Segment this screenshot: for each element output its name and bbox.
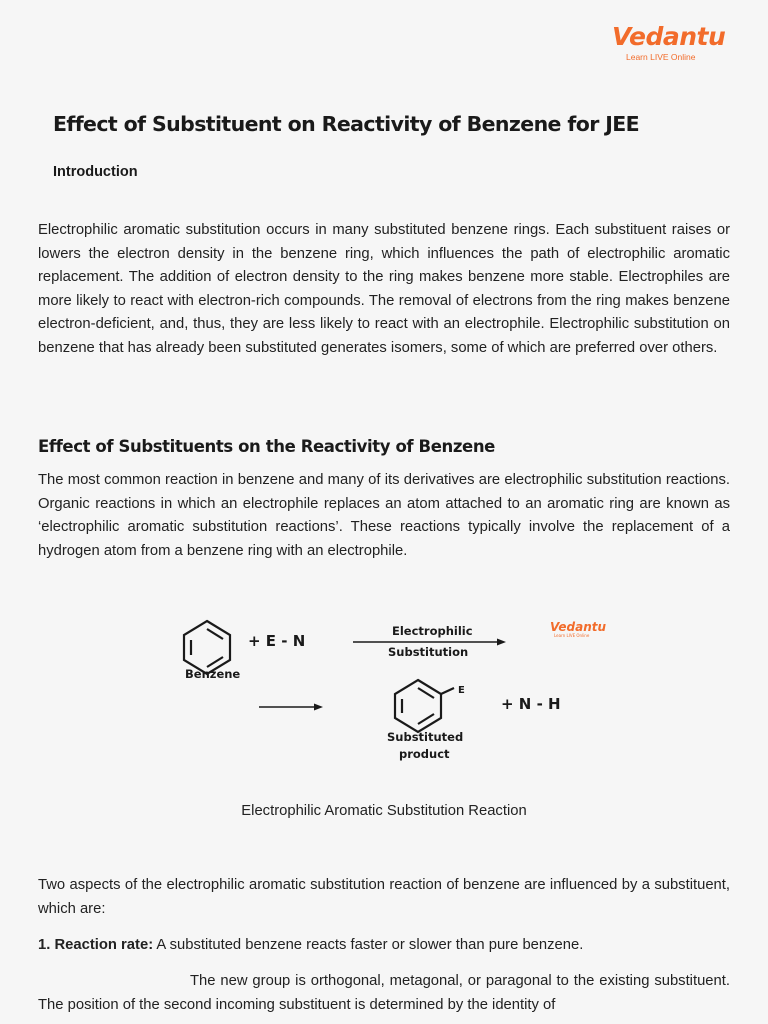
logo-tagline: Learn LIVE Online	[626, 52, 696, 62]
reaction-rate-label: 1. Reaction rate:	[38, 937, 154, 953]
logo-wordmark: Vedantu	[612, 22, 726, 51]
page-title: Effect of Substituent on Reactivity of Benzene for JEE	[53, 112, 640, 136]
second-arrowhead	[314, 704, 323, 711]
section-paragraph: The most common reaction in benzene and many of its derivatives are electrophilic substitution reactions. Organic reactions in which an electrophile replaces an atom attached to an aromatic ring are known as ‘electrophilic aromatic substitution reactions’. These reactions typically involve the replacement of a hydrogen atom from a benzene ring with an electrophile.	[38, 472, 730, 559]
orientation-paragraph: The new group is orthogonal, metagonal, or paragonal to the existing substituent. The position of the second incoming substituent is determined by the identity of	[38, 973, 730, 1013]
arrow-label-substitution: Substitution	[388, 645, 469, 659]
figure-caption: Electrophilic Aromatic Substitution Reaction	[241, 803, 527, 819]
section-heading: Effect of Substituents on the Reactivity of Benzene	[38, 437, 495, 456]
vedantu-logo	[612, 22, 726, 70]
reaction-rate-item	[38, 934, 730, 958]
reaction-arrowhead	[497, 639, 506, 646]
product-label-substituted: Substituted	[387, 730, 464, 744]
introduction-heading: Introduction	[53, 164, 138, 180]
reaction-diagram	[160, 600, 620, 780]
reaction-rate-text: A substituted benzene reacts faster or slower than pure benzene.	[153, 937, 584, 953]
benzene-label: Benzene	[185, 667, 241, 681]
aspects-intro-paragraph: Two aspects of the electrophilic aromatic substitution reaction of benzene are influenced by a substituent, which are:	[38, 877, 730, 917]
substituted-benzene-ring	[395, 680, 454, 732]
introduction-paragraph: Electrophilic aromatic substitution occurs in many substituted benzene rings. Each substituent raises or lowers the electron density in the benzene ring, which influences the path of electrophilic aromatic replacement. The addition of electron density to the ring makes benzene more stable. Electrophiles are more likely to react with electron-rich compounds. The removal of electrons from the ring makes benzene electron-deficient, and, thus, they are less likely to react with an electrophile. Electrophilic substitution on benzene that has already been substituted generates isomers, some of which are preferred over others.	[38, 222, 730, 356]
product-label-product: product	[399, 747, 450, 761]
byproduct-text: + N - H	[501, 695, 561, 713]
substituent-label: E	[458, 685, 465, 696]
reagent-text: + E - N	[248, 632, 306, 650]
diagram-watermark-logo: Vedantu	[550, 620, 607, 634]
diagram-watermark-tagline: Learn LIVE Online	[554, 633, 590, 638]
arrow-label-electrophilic: Electrophilic	[392, 624, 473, 638]
